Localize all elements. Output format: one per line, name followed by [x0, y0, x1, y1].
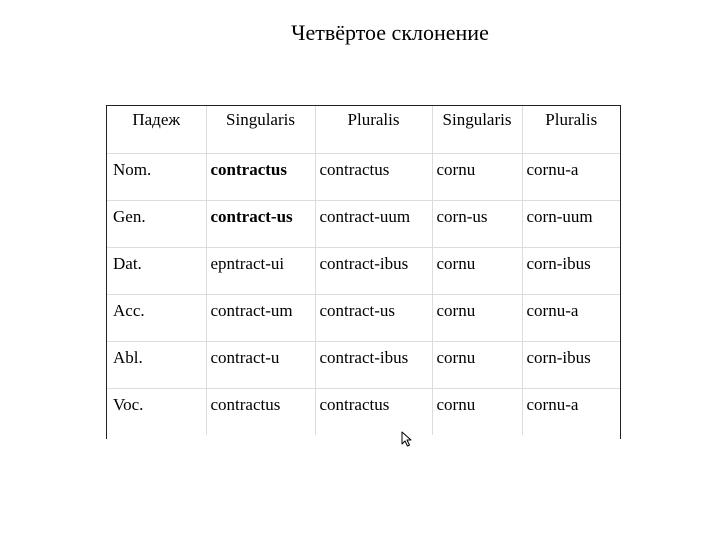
table-cell: contractus: [315, 153, 432, 200]
header-case: Падеж: [107, 106, 206, 153]
table-row: [107, 200, 620, 247]
header-pluralis-2: Pluralis: [522, 106, 620, 153]
declension-table: [107, 106, 620, 435]
case-cell: Abl.: [107, 341, 206, 388]
table-cell: cornu: [432, 341, 522, 388]
table-cell: cornu-a: [522, 294, 620, 341]
table-row: [107, 153, 620, 200]
table-cell: contract-us: [315, 294, 432, 341]
table-row: [107, 247, 620, 294]
table-row: [107, 341, 620, 388]
table-cell: corn-uum: [522, 200, 620, 247]
header-singularis-1: Singularis: [206, 106, 315, 153]
declension-table-frame: [106, 105, 621, 439]
case-cell: Gen.: [107, 200, 206, 247]
table-cell: contractus: [315, 388, 432, 435]
table-cell: contract-ibus: [315, 341, 432, 388]
table-cell: cornu-a: [522, 388, 620, 435]
table-row: [107, 294, 620, 341]
table-cell: corn-ibus: [522, 247, 620, 294]
table-cell: cornu-a: [522, 153, 620, 200]
table-cell: contract-u: [206, 341, 315, 388]
table-row: [107, 388, 620, 435]
header-singularis-2: Singularis: [432, 106, 522, 153]
table-cell: epntract-ui: [206, 247, 315, 294]
table-cell: contract-um: [206, 294, 315, 341]
table-cell: cornu: [432, 388, 522, 435]
case-cell: Acc.: [107, 294, 206, 341]
mouse-pointer-icon: [401, 431, 413, 447]
case-cell: Voc.: [107, 388, 206, 435]
table-cell: cornu: [432, 153, 522, 200]
case-cell: Nom.: [107, 153, 206, 200]
table-cell: cornu: [432, 294, 522, 341]
slide-title: Четвёртое склонение: [291, 20, 489, 45]
table-cell: corn-ibus: [522, 341, 620, 388]
table-cell: corn-us: [432, 200, 522, 247]
table-cell: contractus: [206, 388, 315, 435]
table-cell: contract-us: [206, 200, 315, 247]
header-row: [107, 106, 620, 153]
table-cell: contract-uum: [315, 200, 432, 247]
case-cell: Dat.: [107, 247, 206, 294]
table-cell: contract-ibus: [315, 247, 432, 294]
table-cell: contractus: [206, 153, 315, 200]
header-pluralis-1: Pluralis: [315, 106, 432, 153]
table-cell: cornu: [432, 247, 522, 294]
